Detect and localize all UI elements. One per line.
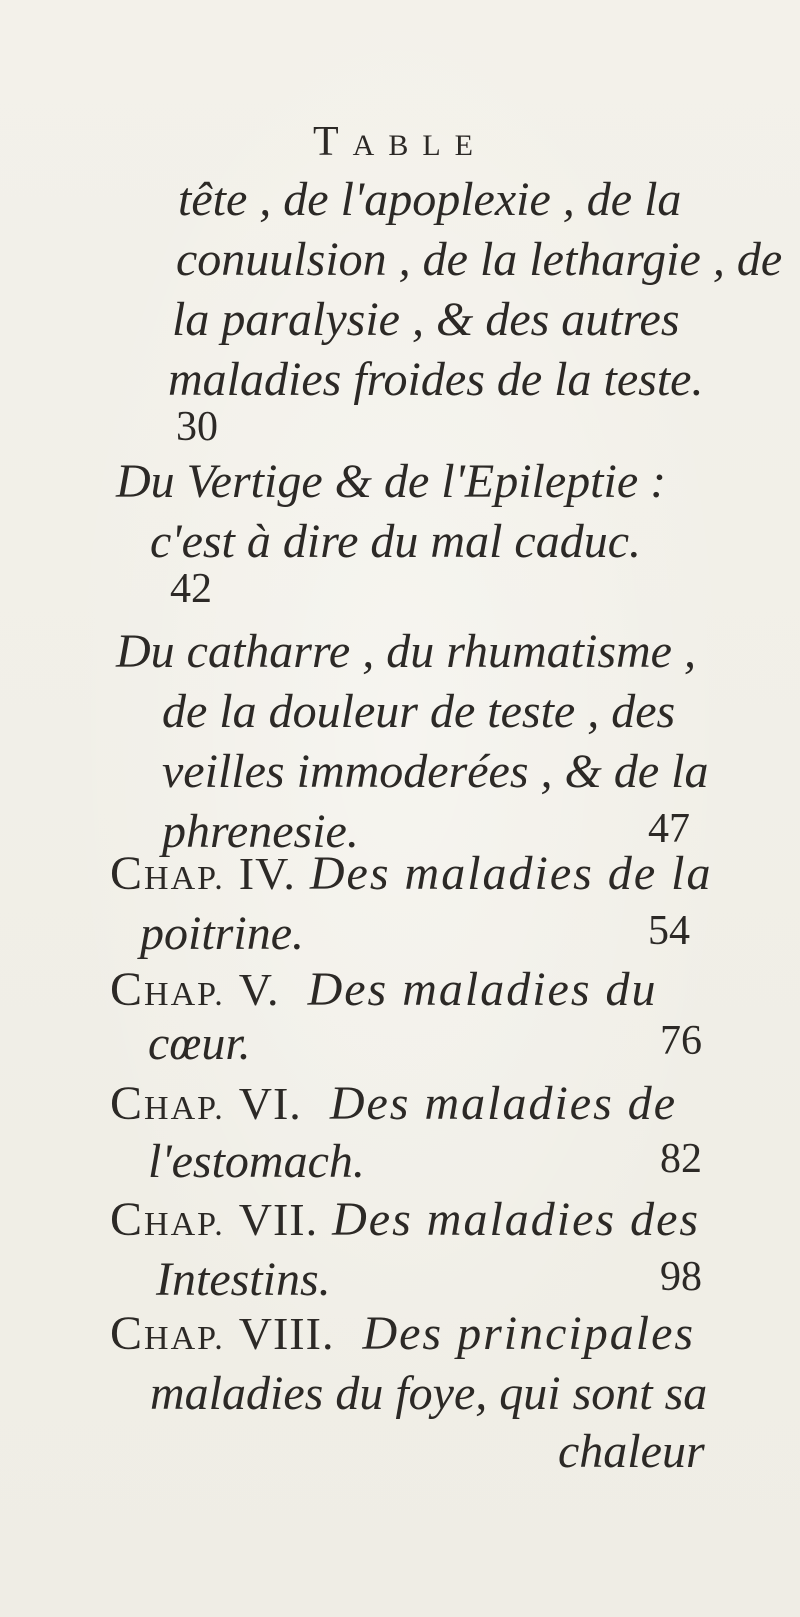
entry-line: c'est à dire du mal caduc. <box>150 515 642 568</box>
chapter-heading <box>110 963 658 1016</box>
chapter-heading <box>110 1193 701 1246</box>
entry-line: conuulsion , de la lethargie , de <box>176 233 783 286</box>
chapter-heading <box>110 847 713 900</box>
chapter-prefix-sc: HAP. <box>144 1320 225 1357</box>
page-number: 82 <box>660 1136 702 1182</box>
chapter-heading <box>110 1307 696 1360</box>
chapter-roman: IV. <box>238 848 296 899</box>
header-rest: ABLE <box>352 129 487 162</box>
chapter-title-cont: poitrine. <box>140 907 304 960</box>
chapter-title-cont: maladies du foye, qui sont sa <box>150 1367 708 1420</box>
chapter-roman: VII. <box>238 1194 319 1245</box>
chapter-prefix-sc: HAP. <box>144 1206 225 1243</box>
chapter-prefix-sc: HAP. <box>144 976 225 1013</box>
chapter-prefix-cap: C <box>110 963 145 1016</box>
chapter-prefix-cap: C <box>110 1307 145 1360</box>
chapter-roman: V. <box>238 964 280 1015</box>
page-number: 42 <box>170 566 212 612</box>
entry-line: tête , de l'apoplexie , de la <box>178 173 682 226</box>
page-number: 54 <box>648 908 690 954</box>
chapter-roman: VI. <box>238 1078 302 1129</box>
chapter-title: Des maladies de <box>329 1077 678 1130</box>
entry-line: de la douleur de teste , des <box>162 685 676 738</box>
header-initial: T <box>313 119 353 165</box>
chapter-title: Des maladies des <box>332 1193 701 1246</box>
chapter-prefix-cap: C <box>110 1193 145 1246</box>
entry-line: Du Vertige & de l'Epileptie : <box>116 455 667 508</box>
chapter-heading <box>110 1077 678 1130</box>
chapter-prefix-cap: C <box>110 847 145 900</box>
page-number: 30 <box>176 404 218 450</box>
chapter-title-cont: Intestins. <box>156 1253 331 1306</box>
chapter-roman: VIII. <box>238 1308 335 1359</box>
entry-line: maladies froides de la teste. <box>168 353 704 406</box>
entry-line: veilles immoderées , & de la <box>162 745 709 798</box>
chapter-prefix-sc: HAP. <box>144 860 225 897</box>
page-header <box>0 118 800 166</box>
chapter-title-cont: cœur. <box>148 1017 251 1070</box>
entry-line: phrenesie. <box>162 805 359 858</box>
chapter-title-cont: l'estomach. <box>148 1135 365 1188</box>
page-number: 47 <box>648 806 690 852</box>
chapter-prefix-sc: HAP. <box>144 1090 225 1127</box>
chapter-title: Des maladies de la <box>309 847 713 900</box>
chapter-title: Des maladies du <box>307 963 658 1016</box>
page-number: 98 <box>660 1254 702 1300</box>
chapter-title: Des principales <box>362 1307 696 1360</box>
catchword: chaleur <box>558 1425 705 1478</box>
entry-line: la paralysie , & des autres <box>172 293 680 346</box>
entry-line: Du catharre , du rhumatisme , <box>116 625 696 678</box>
chapter-prefix-cap: C <box>110 1077 145 1130</box>
page-number: 76 <box>660 1018 702 1064</box>
